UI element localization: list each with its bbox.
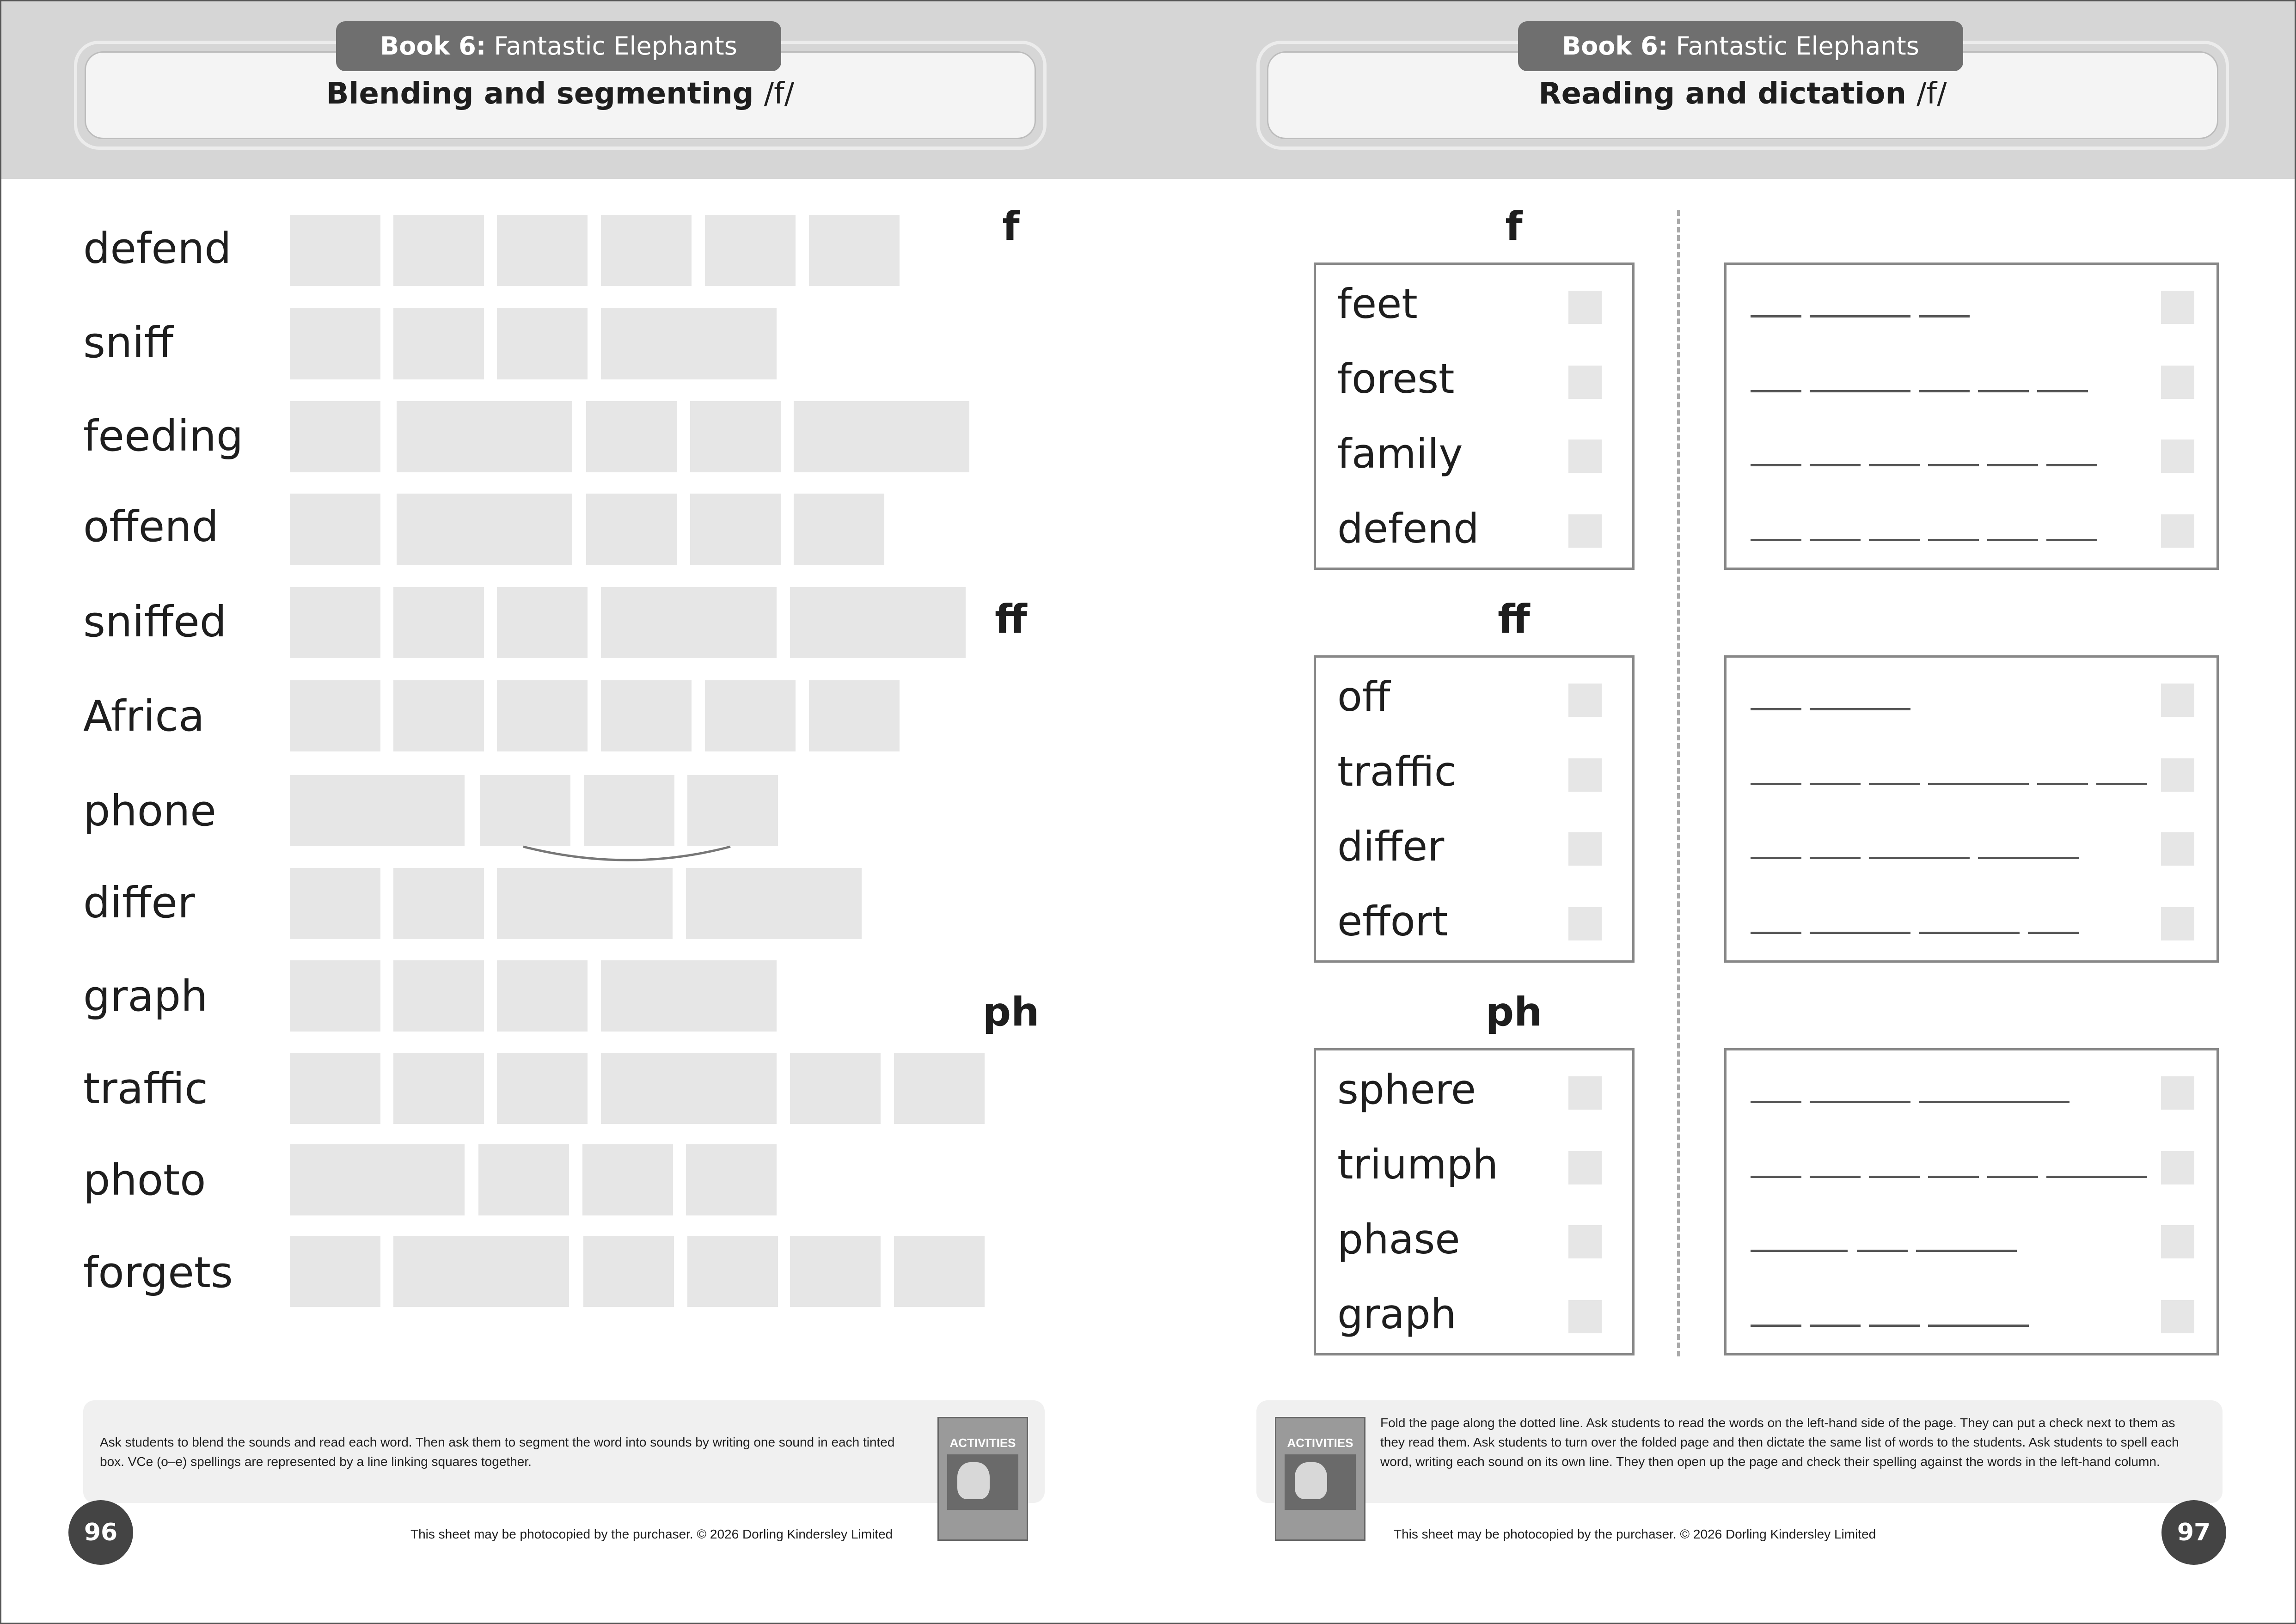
segment-box[interactable] (497, 308, 588, 379)
reading-word: traffic (1337, 748, 1457, 795)
segment-box[interactable] (794, 494, 884, 565)
spelling-line (2046, 1176, 2147, 1178)
word-row-label: sniff (83, 318, 174, 367)
segment-box[interactable] (687, 775, 778, 846)
segment-box[interactable] (393, 587, 484, 658)
spelling-line (2046, 464, 2097, 466)
spelling-line (1751, 708, 1801, 710)
check-box[interactable] (1568, 1151, 1602, 1184)
segment-box[interactable] (397, 494, 572, 565)
spelling-line (1751, 1250, 1848, 1252)
spelling-line (1810, 1325, 1861, 1327)
segment-box[interactable] (290, 215, 380, 286)
check-box[interactable] (2161, 440, 2194, 473)
reading-word: off (1337, 673, 1390, 720)
spelling-line (1751, 1325, 1801, 1327)
left-copyright: This sheet may be photocopied by the purchaser. © 2026 Dorling Kindersley Limited (410, 1527, 893, 1541)
segment-box[interactable] (790, 1053, 881, 1124)
spelling-line (1751, 932, 1801, 934)
spelling-line (1978, 390, 2029, 392)
segment-box[interactable] (393, 868, 484, 939)
left-instructions-text: Ask students to blend the sounds and read each word. Then ask them to segment the word into sounds by writing one sound in each tinted box. VCe (o–e) spellings are represented by a line linking squares together. (100, 1435, 895, 1469)
spelling-line (1751, 857, 1801, 859)
right-instructions-panel (1256, 1400, 2223, 1503)
activities-book-thumbnail (937, 1417, 1028, 1541)
reading-word: graph (1337, 1290, 1457, 1338)
reading-group-heading: ff (995, 596, 1027, 642)
spelling-line (2028, 932, 2079, 934)
spelling-line (2037, 783, 2088, 785)
check-box[interactable] (1568, 1225, 1602, 1258)
check-box[interactable] (2161, 1225, 2194, 1258)
dictation-group-heading: f (1505, 203, 1523, 250)
dictation-box-ph (1724, 1048, 2219, 1355)
spelling-line (1928, 1325, 2029, 1327)
segment-box[interactable] (601, 215, 692, 286)
right-instructions-text: Fold the page along the dotted line. Ask students to read the words on the left-hand side of the page. They can put a check next to them as they read them. Ask students to turn over the folded page and then dictate the same list of words to the students. Ask students to spell each word, writing each sound on its own line. They then open up the page and check their spelling against the words in the left-hand column. (1380, 1416, 2179, 1469)
reading-group-heading: ph (982, 989, 1040, 1035)
reading-word: effort (1337, 897, 1448, 945)
fold-dotted-line (1677, 210, 1680, 1356)
dictation-group-heading: ff (1498, 596, 1530, 642)
spelling-line (1869, 1176, 1920, 1178)
dictation-box-f (1724, 263, 2219, 570)
spelling-line (1857, 1250, 1908, 1252)
spelling-line (1810, 464, 1861, 466)
spelling-line (1810, 708, 1910, 710)
segment-box[interactable] (497, 680, 588, 751)
spelling-line (1869, 539, 1920, 541)
reading-word: defend (1337, 505, 1479, 552)
thumbnail-title: ACTIVITIES (949, 1436, 1016, 1450)
left-book-title: Fantastic Elephants (494, 31, 737, 61)
spelling-line (1919, 315, 1970, 317)
spelling-line (1987, 1176, 2038, 1178)
check-box[interactable] (1568, 440, 1602, 473)
segment-box[interactable] (497, 1053, 588, 1124)
elephant-icon (1295, 1462, 1327, 1499)
segment-box[interactable] (582, 1144, 673, 1215)
reading-word: differ (1337, 823, 1445, 870)
word-row-label: traffic (83, 1064, 208, 1113)
segment-box[interactable] (480, 775, 570, 846)
reading-word: triumph (1337, 1141, 1499, 1188)
segment-box[interactable] (290, 960, 380, 1032)
word-row-label: defend (83, 224, 232, 273)
segment-box[interactable] (687, 1236, 778, 1307)
reading-word: family (1337, 430, 1463, 477)
word-row-label: offend (83, 502, 219, 551)
check-box[interactable] (2161, 1300, 2194, 1333)
check-box[interactable] (1568, 907, 1602, 940)
spelling-line (1928, 539, 1979, 541)
check-box[interactable] (1568, 366, 1602, 399)
segment-box[interactable] (290, 1053, 380, 1124)
spelling-line (1810, 390, 1910, 392)
right-book-label: Book 6: (1562, 31, 1668, 61)
word-row-label: phone (83, 786, 216, 836)
segment-box[interactable] (397, 401, 572, 472)
segment-box[interactable] (290, 1236, 380, 1307)
word-row-label: sniffed (83, 597, 227, 647)
elephant-icon (957, 1462, 990, 1499)
spelling-line (1810, 1101, 1910, 1103)
activities-book-thumbnail (1275, 1417, 1365, 1541)
reading-box-ph (1314, 1048, 1635, 1355)
segment-box[interactable] (790, 587, 966, 658)
segment-box[interactable] (601, 308, 777, 379)
segment-box[interactable] (290, 868, 380, 939)
right-book-tab (1518, 21, 1963, 71)
segment-box[interactable] (809, 680, 900, 751)
check-box[interactable] (2161, 366, 2194, 399)
spelling-line (1751, 315, 1801, 317)
segment-box[interactable] (497, 587, 588, 658)
segment-box[interactable] (690, 494, 781, 565)
spelling-line (1751, 390, 1801, 392)
word-row-label: Africa (83, 691, 205, 741)
segment-box[interactable] (586, 494, 677, 565)
spelling-line (1916, 1250, 2017, 1252)
segment-box[interactable] (497, 215, 588, 286)
segment-box[interactable] (894, 1053, 985, 1124)
spelling-line (1751, 464, 1801, 466)
segment-box[interactable] (290, 587, 380, 658)
right-page-number: 97 (2161, 1500, 2226, 1565)
spelling-line (1869, 783, 1920, 785)
segment-box[interactable] (290, 775, 465, 846)
segment-box[interactable] (393, 960, 484, 1032)
spelling-line (1869, 1325, 1920, 1327)
left-phoneme: /f/ (764, 77, 795, 111)
check-box[interactable] (2161, 832, 2194, 866)
spelling-line (2046, 539, 2097, 541)
dictation-box-ff (1724, 655, 2219, 963)
spelling-line (1987, 539, 2038, 541)
reading-word: phase (1337, 1215, 1460, 1263)
check-box[interactable] (2161, 907, 2194, 940)
check-box[interactable] (2161, 1151, 2194, 1184)
segment-box[interactable] (290, 308, 380, 379)
reading-word: sphere (1337, 1066, 1476, 1113)
segment-box[interactable] (393, 308, 484, 379)
spelling-line (2096, 783, 2147, 785)
check-box[interactable] (1568, 1076, 1602, 1110)
spelling-line (1919, 932, 2020, 934)
left-title-text: Blending and segmenting (326, 77, 754, 111)
spelling-line (1919, 390, 1970, 392)
spelling-line (1751, 1176, 1801, 1178)
check-box[interactable] (2161, 758, 2194, 792)
segment-box[interactable] (690, 401, 781, 472)
left-page-number: 96 (68, 1500, 133, 1565)
right-phoneme: /f/ (1916, 77, 1947, 111)
check-box[interactable] (2161, 684, 2194, 717)
spelling-line (1810, 315, 1910, 317)
reading-box-f (1314, 263, 1635, 570)
segment-box[interactable] (290, 494, 380, 565)
segment-box[interactable] (290, 401, 380, 472)
word-row-label: feeding (83, 411, 244, 461)
check-box[interactable] (1568, 514, 1602, 548)
left-instructions-panel (83, 1400, 1045, 1503)
segment-box[interactable] (794, 401, 969, 472)
spelling-line (1751, 783, 1801, 785)
spelling-line (1978, 857, 2079, 859)
right-book-title: Fantastic Elephants (1676, 31, 1919, 61)
spelling-line (1919, 1101, 2069, 1103)
left-page-title (86, 77, 1035, 111)
spelling-line (1869, 464, 1920, 466)
check-box[interactable] (1568, 1300, 1602, 1333)
right-title-text: Reading and dictation (1538, 77, 1906, 111)
spelling-line (1751, 539, 1801, 541)
dictation-group-heading: ph (1485, 989, 1543, 1035)
word-row-label: graph (83, 971, 208, 1021)
segment-box[interactable] (583, 1236, 674, 1307)
reading-box-ff (1314, 655, 1635, 963)
segment-box[interactable] (601, 1053, 777, 1124)
segment-box[interactable] (601, 587, 777, 658)
spelling-line (1810, 783, 1861, 785)
spelling-line (1928, 1176, 1979, 1178)
left-book-label: Book 6: (380, 31, 486, 61)
spelling-line (1987, 464, 2038, 466)
spelling-line (1869, 857, 1970, 859)
segment-box[interactable] (478, 1144, 569, 1215)
segment-box[interactable] (894, 1236, 985, 1307)
reading-word: forest (1337, 355, 1455, 403)
segment-box[interactable] (705, 680, 796, 751)
word-row-label: photo (83, 1155, 206, 1205)
spelling-line (1751, 1101, 1801, 1103)
segment-box[interactable] (393, 1236, 569, 1307)
spelling-line (2037, 390, 2088, 392)
segment-box[interactable] (601, 680, 692, 751)
reading-group-heading: f (1002, 203, 1020, 250)
spelling-line (1928, 783, 2029, 785)
word-row-label: differ (83, 878, 195, 928)
word-row-label: forgets (83, 1248, 233, 1297)
reading-word: feet (1337, 280, 1418, 328)
check-box[interactable] (2161, 1076, 2194, 1110)
spelling-line (1928, 464, 1979, 466)
check-box[interactable] (1568, 758, 1602, 792)
segment-box[interactable] (393, 1053, 484, 1124)
check-box[interactable] (1568, 291, 1602, 324)
segment-box[interactable] (497, 868, 673, 939)
segment-box[interactable] (584, 775, 674, 846)
segment-box[interactable] (497, 960, 588, 1032)
segment-box[interactable] (790, 1236, 881, 1307)
left-book-tab (336, 21, 781, 71)
spelling-line (1810, 857, 1861, 859)
check-box[interactable] (1568, 832, 1602, 866)
segment-box[interactable] (601, 960, 777, 1032)
segment-box[interactable] (586, 401, 677, 472)
check-box[interactable] (2161, 291, 2194, 324)
segment-box[interactable] (686, 868, 862, 939)
segment-box[interactable] (809, 215, 900, 286)
right-page-title (1268, 77, 2217, 111)
segment-box[interactable] (686, 1144, 777, 1215)
check-box[interactable] (1568, 684, 1602, 717)
right-copyright: This sheet may be photocopied by the purchaser. © 2026 Dorling Kindersley Limited (1394, 1527, 1876, 1541)
segment-box[interactable] (290, 680, 380, 751)
segment-box[interactable] (393, 215, 484, 286)
segment-box[interactable] (705, 215, 796, 286)
spelling-line (1810, 1176, 1861, 1178)
check-box[interactable] (2161, 514, 2194, 548)
segment-box[interactable] (393, 680, 484, 751)
segment-box[interactable] (290, 1144, 465, 1215)
thumbnail-title: ACTIVITIES (1287, 1436, 1353, 1450)
spelling-line (1810, 932, 1910, 934)
spelling-line (1810, 539, 1861, 541)
